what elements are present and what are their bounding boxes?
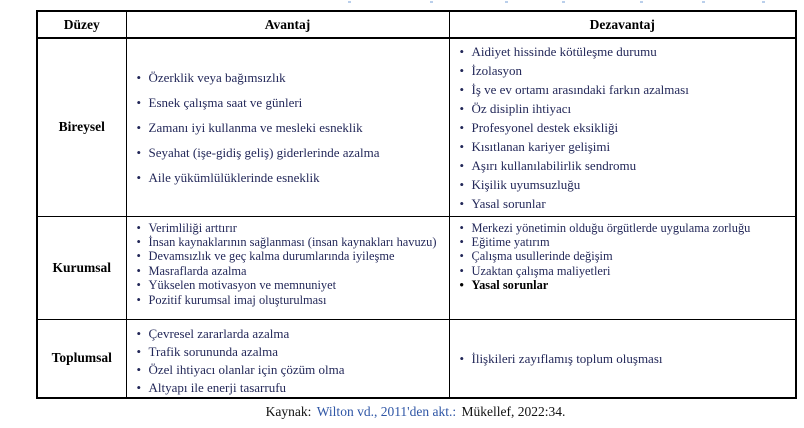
list-item: • Zamanı iyi kullanma ve mesleki esneklik: [136, 115, 443, 140]
list-item: • İnsan kaynaklarının sağlanması (insan kaynakları havuzu): [136, 235, 443, 249]
list-item: • Profesyonel destek eksikliği: [459, 118, 790, 137]
scan-artifact: [762, 1, 765, 3]
list-item: • İzolasyon: [459, 61, 790, 80]
bullet-list: [127, 221, 449, 307]
list-item: • Eğitime yatırım: [459, 235, 790, 249]
list-item: • Aşırı kullanılabilirlik sendromu: [459, 156, 790, 175]
list-item: • Aile yükümlülüklerinde esneklik: [136, 165, 443, 190]
header-cell-disadvantage: Dezavantaj: [449, 11, 796, 38]
table-header-row: [37, 11, 796, 38]
table-row-toplumsal: [37, 319, 796, 398]
scan-artifact: [348, 1, 351, 3]
source-note: [36, 404, 795, 420]
table-row-bireysel: [37, 38, 796, 216]
scan-artifact: [562, 1, 565, 3]
list-item: • Yasal sorunlar: [459, 194, 790, 213]
list-item: • Kişilik uyumsuzluğu: [459, 175, 790, 194]
list-item: • Pozitif kurumsal imaj oluşturulması: [136, 293, 443, 307]
scan-artifact: [505, 1, 508, 3]
list-item: • Özel ihtiyacı olanlar için çözüm olma: [136, 361, 443, 379]
source-note-suffix: Mükellef, 2022:34.: [461, 404, 566, 419]
list-item: • Altyapı ile enerji tasarrufu: [136, 379, 443, 397]
level-label-bireysel: Bireysel: [37, 38, 126, 216]
cell-kurumsal-advantages: [126, 216, 449, 319]
source-note-prefix: Kaynak:: [265, 404, 312, 419]
cell-toplumsal-advantages: [126, 319, 449, 398]
bullet-list: [450, 42, 796, 213]
list-item: • Masraflarda azalma: [136, 264, 443, 278]
level-label-toplumsal: Toplumsal: [37, 319, 126, 398]
source-note-citation: Wilton vd., 2011'den akt.:: [316, 404, 457, 419]
table-row-kurumsal: [37, 216, 796, 319]
list-item: • Esnek çalışma saat ve günleri: [136, 90, 443, 115]
list-item: • Çalışma usullerinde değişim: [459, 249, 790, 263]
header-cell-advantage: Avantaj: [126, 11, 449, 38]
list-item: • Seyahat (işe-gidiş geliş) giderlerinde azalma: [136, 140, 443, 165]
list-item: • İlişkileri zayıflamış toplum oluşması: [459, 350, 790, 367]
list-item: • Yasal sorunlar: [459, 278, 790, 292]
list-item: • Öz disiplin ihtiyacı: [459, 99, 790, 118]
scan-artifact: [430, 1, 433, 3]
scan-artifact: [640, 1, 643, 3]
list-item: • Aidiyet hissinde kötüleşme durumu: [459, 42, 790, 61]
list-item: • Verimliliği arttırır: [136, 221, 443, 235]
bullet-list: [450, 350, 796, 367]
cell-kurumsal-disadvantages: [449, 216, 796, 319]
scan-artifact: [702, 1, 705, 3]
list-item: • Uzaktan çalışma maliyetleri: [459, 264, 790, 278]
list-item: • Devamsızlık ve geç kalma durumlarında iyileşme: [136, 249, 443, 263]
cell-bireysel-advantages: [126, 38, 449, 216]
list-item: • Merkezi yönetimin olduğu örgütlerde uygulama zorluğu: [459, 221, 790, 235]
bullet-list: [127, 325, 449, 397]
advantages-disadvantages-table: [36, 10, 797, 399]
bullet-list: [127, 65, 449, 190]
list-item: • İş ve ev ortamı arasındaki farkın azalması: [459, 80, 790, 99]
level-label-kurumsal: Kurumsal: [37, 216, 126, 319]
cell-toplumsal-disadvantages: [449, 319, 796, 398]
cell-bireysel-disadvantages: [449, 38, 796, 216]
list-item: • Trafik sorununda azalma: [136, 343, 443, 361]
bullet-list: [450, 221, 796, 293]
list-item: • Özerklik veya bağımsızlık: [136, 65, 443, 90]
list-item: • Kısıtlanan kariyer gelişimi: [459, 137, 790, 156]
list-item: • Yükselen motivasyon ve memnuniyet: [136, 278, 443, 292]
list-item: • Çevresel zararlarda azalma: [136, 325, 443, 343]
header-cell-level: Düzey: [37, 11, 126, 38]
